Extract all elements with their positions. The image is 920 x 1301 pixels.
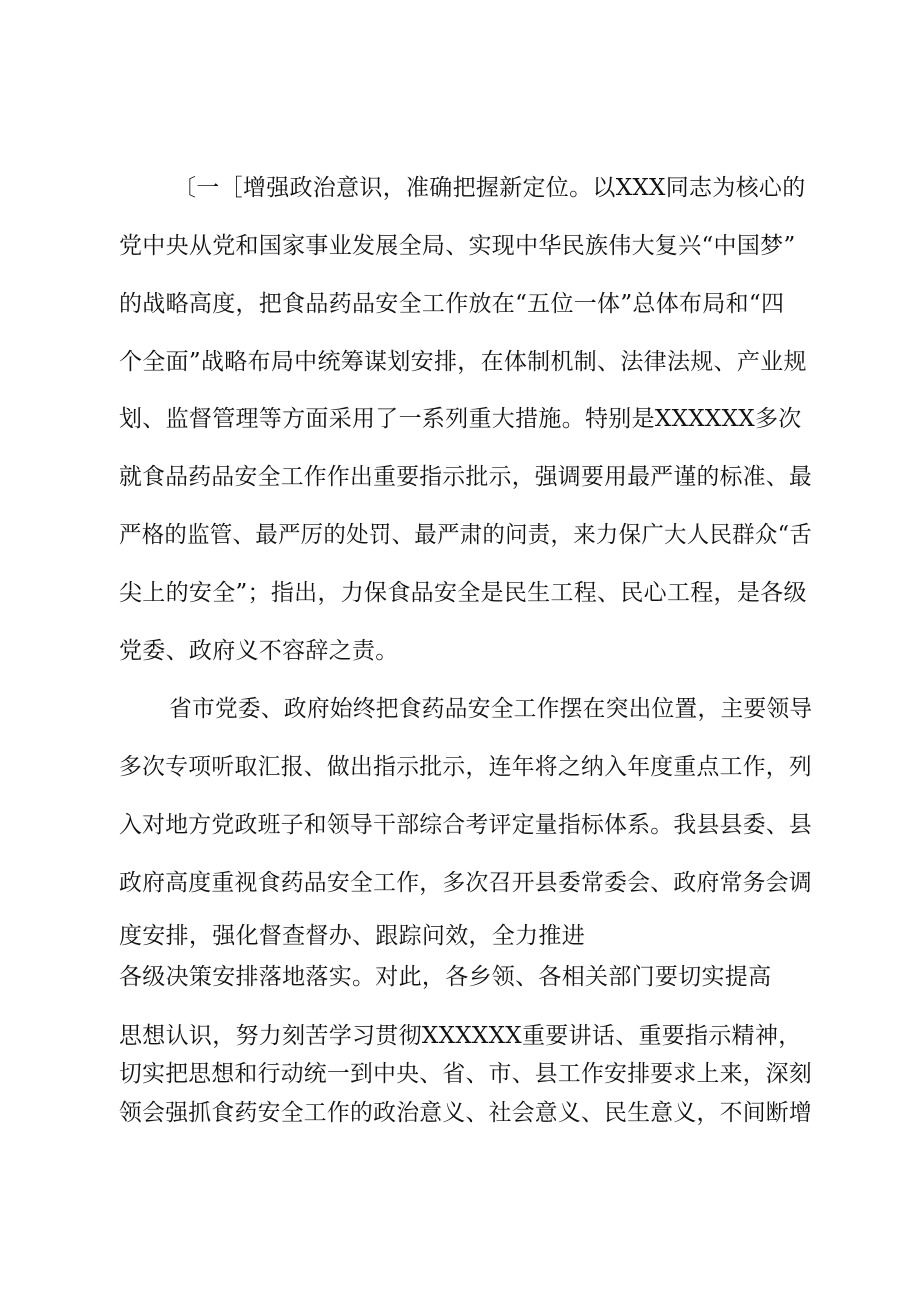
text-line: 政府高度重视食药品安全工作，多次召开县委常委会、政府常务会调 bbox=[119, 870, 812, 896]
text-line: 划、监督管理等方面采用了一系列重大措施。特别是XXXXXX多次 bbox=[119, 406, 802, 432]
text-line: 尖上的安全”；指出，力保食品安全是民生工程、民心工程，是各级 bbox=[119, 580, 807, 606]
text-line: 〔一［增强政治意识，准确把握新定位。以XXX同志为核心的 bbox=[173, 175, 806, 201]
text-line: 省市党委、政府始终把食药品安全工作摆在突出位置，主要领导 bbox=[169, 696, 813, 722]
text-line: 多次专项听取汇报、做出指示批示，连年将之纳入年度重点工作，列 bbox=[119, 754, 812, 780]
text-line: 党中央从党和国家事业发展全局、实现中华民族伟大复兴“中国梦” bbox=[119, 233, 796, 259]
text-line: 度安排，强化督查督办、跟踪问效，全力推进 bbox=[119, 923, 585, 949]
text-line: 的战略高度，把食品药品安全工作放在“五位一体”总体布局和“四 bbox=[119, 291, 785, 317]
text-line: 党委、政府义不容辞之责。 bbox=[119, 638, 399, 664]
text-line: 就食品药品安全工作作出重要指示批示，强调要用最严谨的标准、最 bbox=[119, 464, 812, 490]
text-line: 切实把思想和行动统一到中央、省、市、县工作安排要求上来，深刻 bbox=[119, 1061, 812, 1087]
text-line: 思想认识，努力刻苦学习贯彻XXXXXX重要讲话、重要指示精神， bbox=[119, 1023, 802, 1049]
text-line: 领会强抓食药安全工作的政治意义、社会意义、民生意义，不间断增 bbox=[119, 1100, 812, 1126]
text-line: 严格的监管、最严厉的处罚、最严肃的问责，来力保广大人民群众“舌 bbox=[119, 522, 813, 548]
text-line: 个全面”战略布局中统筹谋划安排，在体制机制、法律法规、产业规 bbox=[119, 349, 807, 375]
text-line: 各级决策安排落地落实。对此，各乡领、各相关部门要切实提高 bbox=[119, 964, 772, 990]
text-line: 入对地方党政班子和领导干部综合考评定量指标体系。我县县委、县 bbox=[119, 812, 812, 838]
